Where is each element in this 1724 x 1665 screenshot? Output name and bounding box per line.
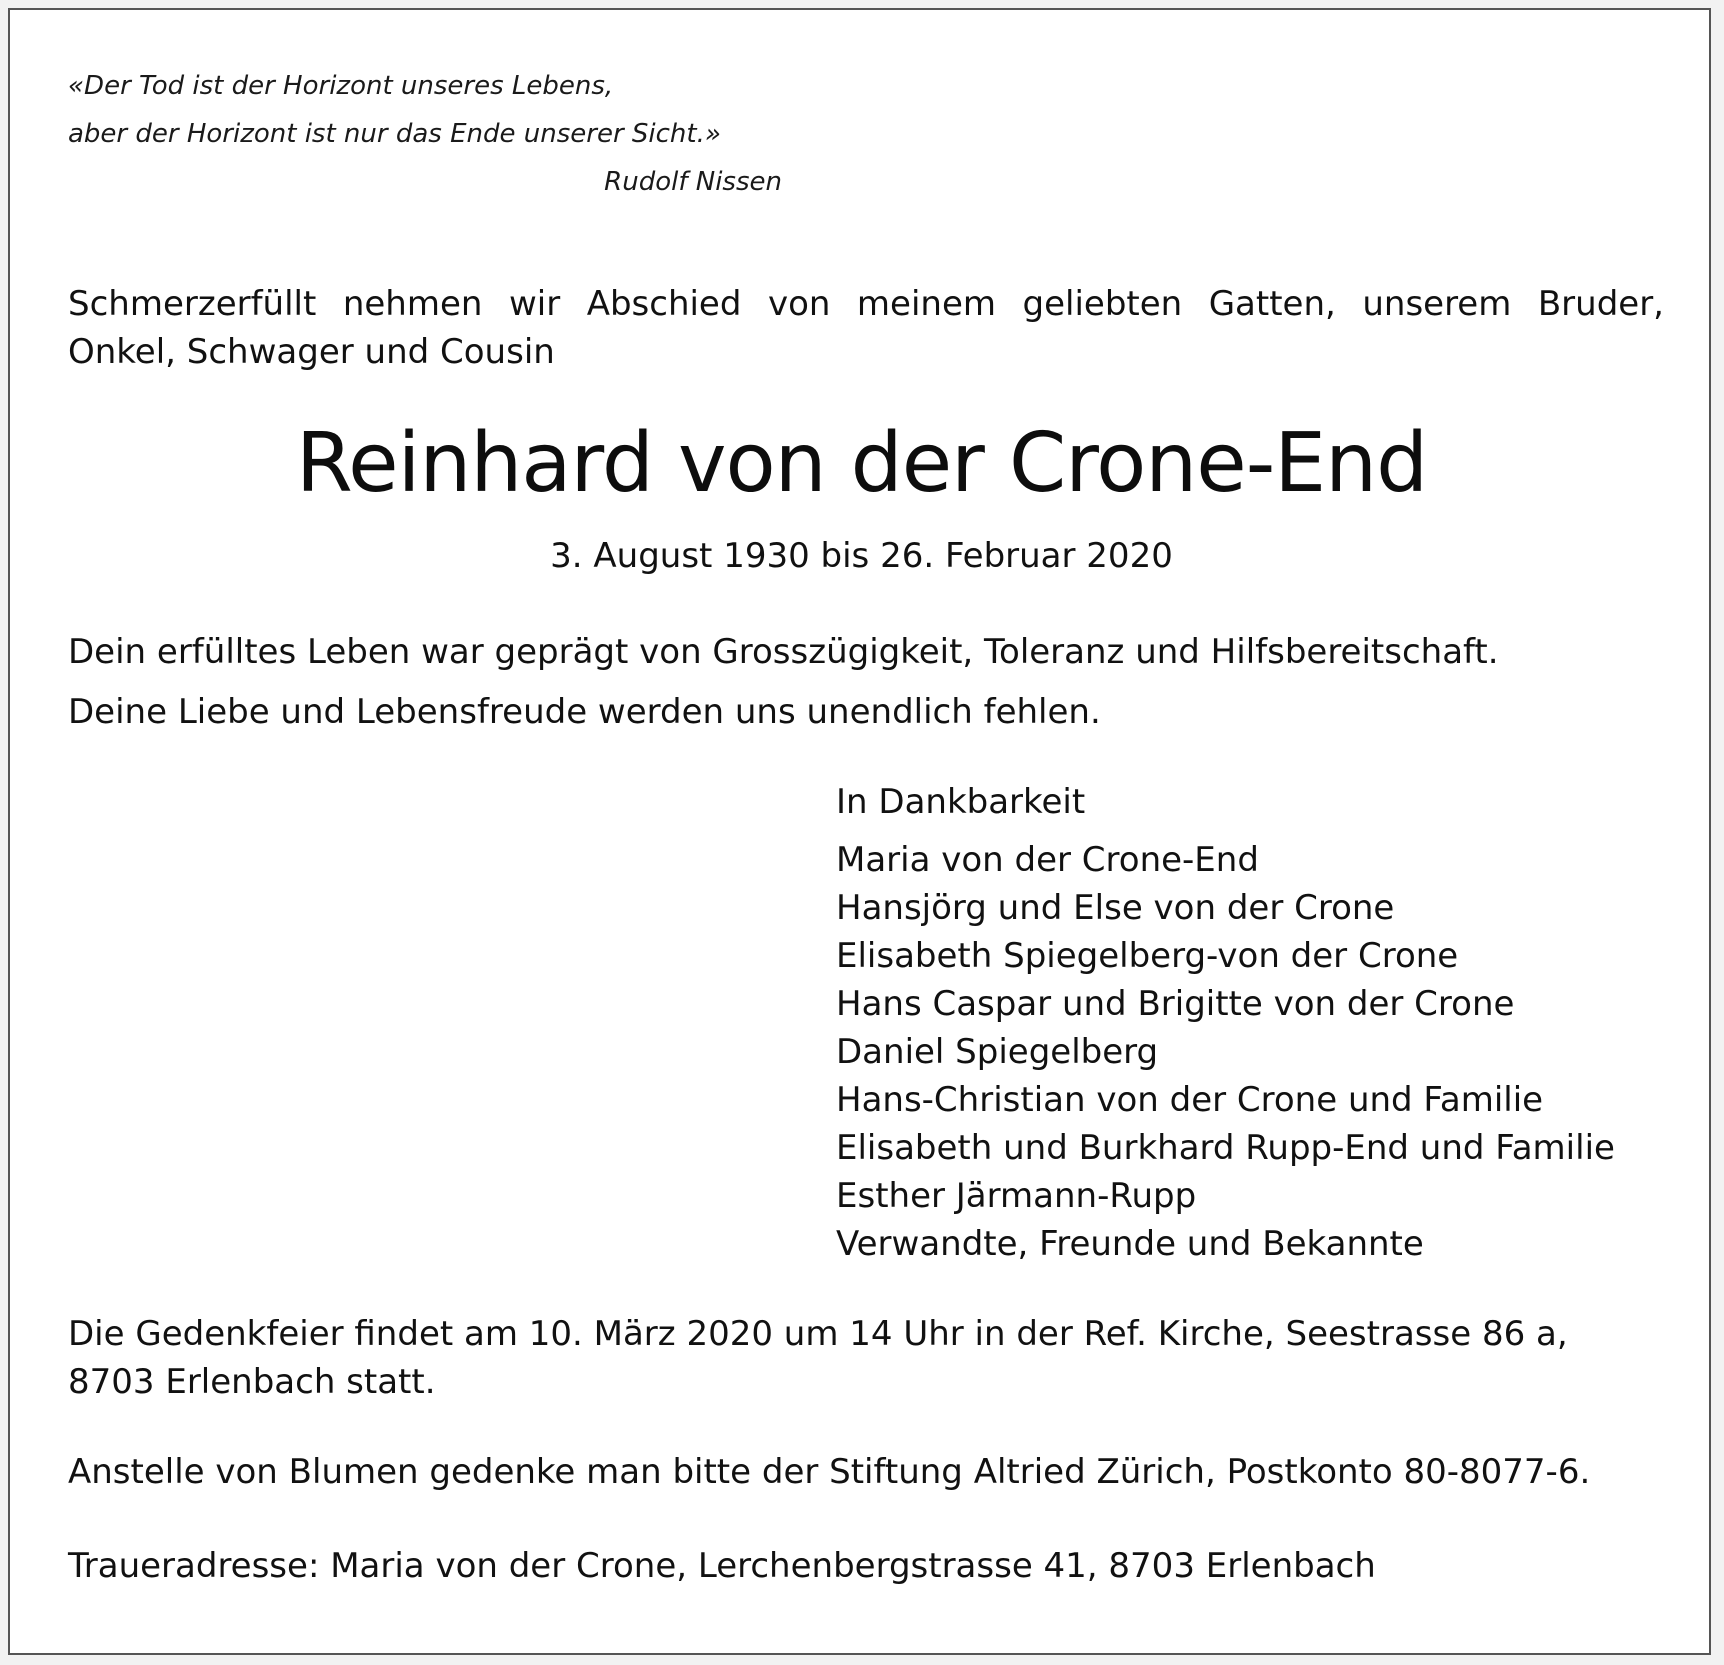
deceased-name: Reinhard von der Crone-End [295,416,1428,511]
signer-name: Esther Järmann-Rupp [836,1176,1197,1216]
signer-name: Verwandte, Freunde und Bekannte [836,1224,1424,1264]
signer-name: Hans-Christian von der Crone und Familie [836,1080,1544,1120]
obituary-notice [8,8,1711,1655]
signers-block [836,778,1696,1268]
tribute-line-2: Deine Liebe und Lebensfreude werden uns unendlich fehlen. [68,692,1101,732]
signer-name: Hansjörg und Else von der Crone [836,888,1395,928]
quote-line-2: aber der Horizont ist nur das Ende unserer Sicht.» [68,119,721,149]
quote-author: Rudolf Nissen [604,167,782,197]
signer-name: Hans Caspar und Brigitte von der Crone [836,984,1515,1024]
signer-name: Daniel Spiegelberg [836,1032,1159,1072]
tribute-paragraph [68,622,1688,742]
memorial-line-2: 8703 Erlenbach statt. [68,1362,436,1402]
signers-heading: In Dankbarkeit [836,782,1086,822]
epigraph-quote [68,62,788,197]
quote-line-1: «Der Tod ist der Horizont unseres Lebens, [68,71,614,101]
intro-line-1: Schmerzerfüllt nehmen wir Abschied von meinem geliebten Gatten, unserem Bruder, [68,284,1664,324]
intro-paragraph [68,280,1664,376]
signer-name: Elisabeth und Burkhard Rupp-End und Familie [836,1128,1615,1168]
tribute-line-1: Dein erfülltes Leben war geprägt von Grosszügigkeit, Toleranz und Hilfsbereitschaft. [68,632,1499,672]
signer-name: Maria von der Crone-End [836,840,1259,880]
memorial-service-info [68,1310,1664,1406]
donation-note: Anstelle von Blumen gedenke man bitte der Stiftung Altried Zürich, Postkonto 80-8077-6. [68,1452,1591,1492]
mourning-address: Traueradresse: Maria von der Crone, Lerchenbergstrasse 41, 8703 Erlenbach [68,1546,1376,1586]
intro-line-2: Onkel, Schwager und Cousin [68,332,555,372]
memorial-line-1: Die Gedenkfeier findet am 10. März 2020 um 14 Uhr in der Ref. Kirche, Seestrasse 86 a, [68,1314,1568,1354]
life-dates: 3. August 1930 bis 26. Februar 2020 [550,536,1173,576]
signer-name: Elisabeth Spiegelberg-von der Crone [836,936,1459,976]
